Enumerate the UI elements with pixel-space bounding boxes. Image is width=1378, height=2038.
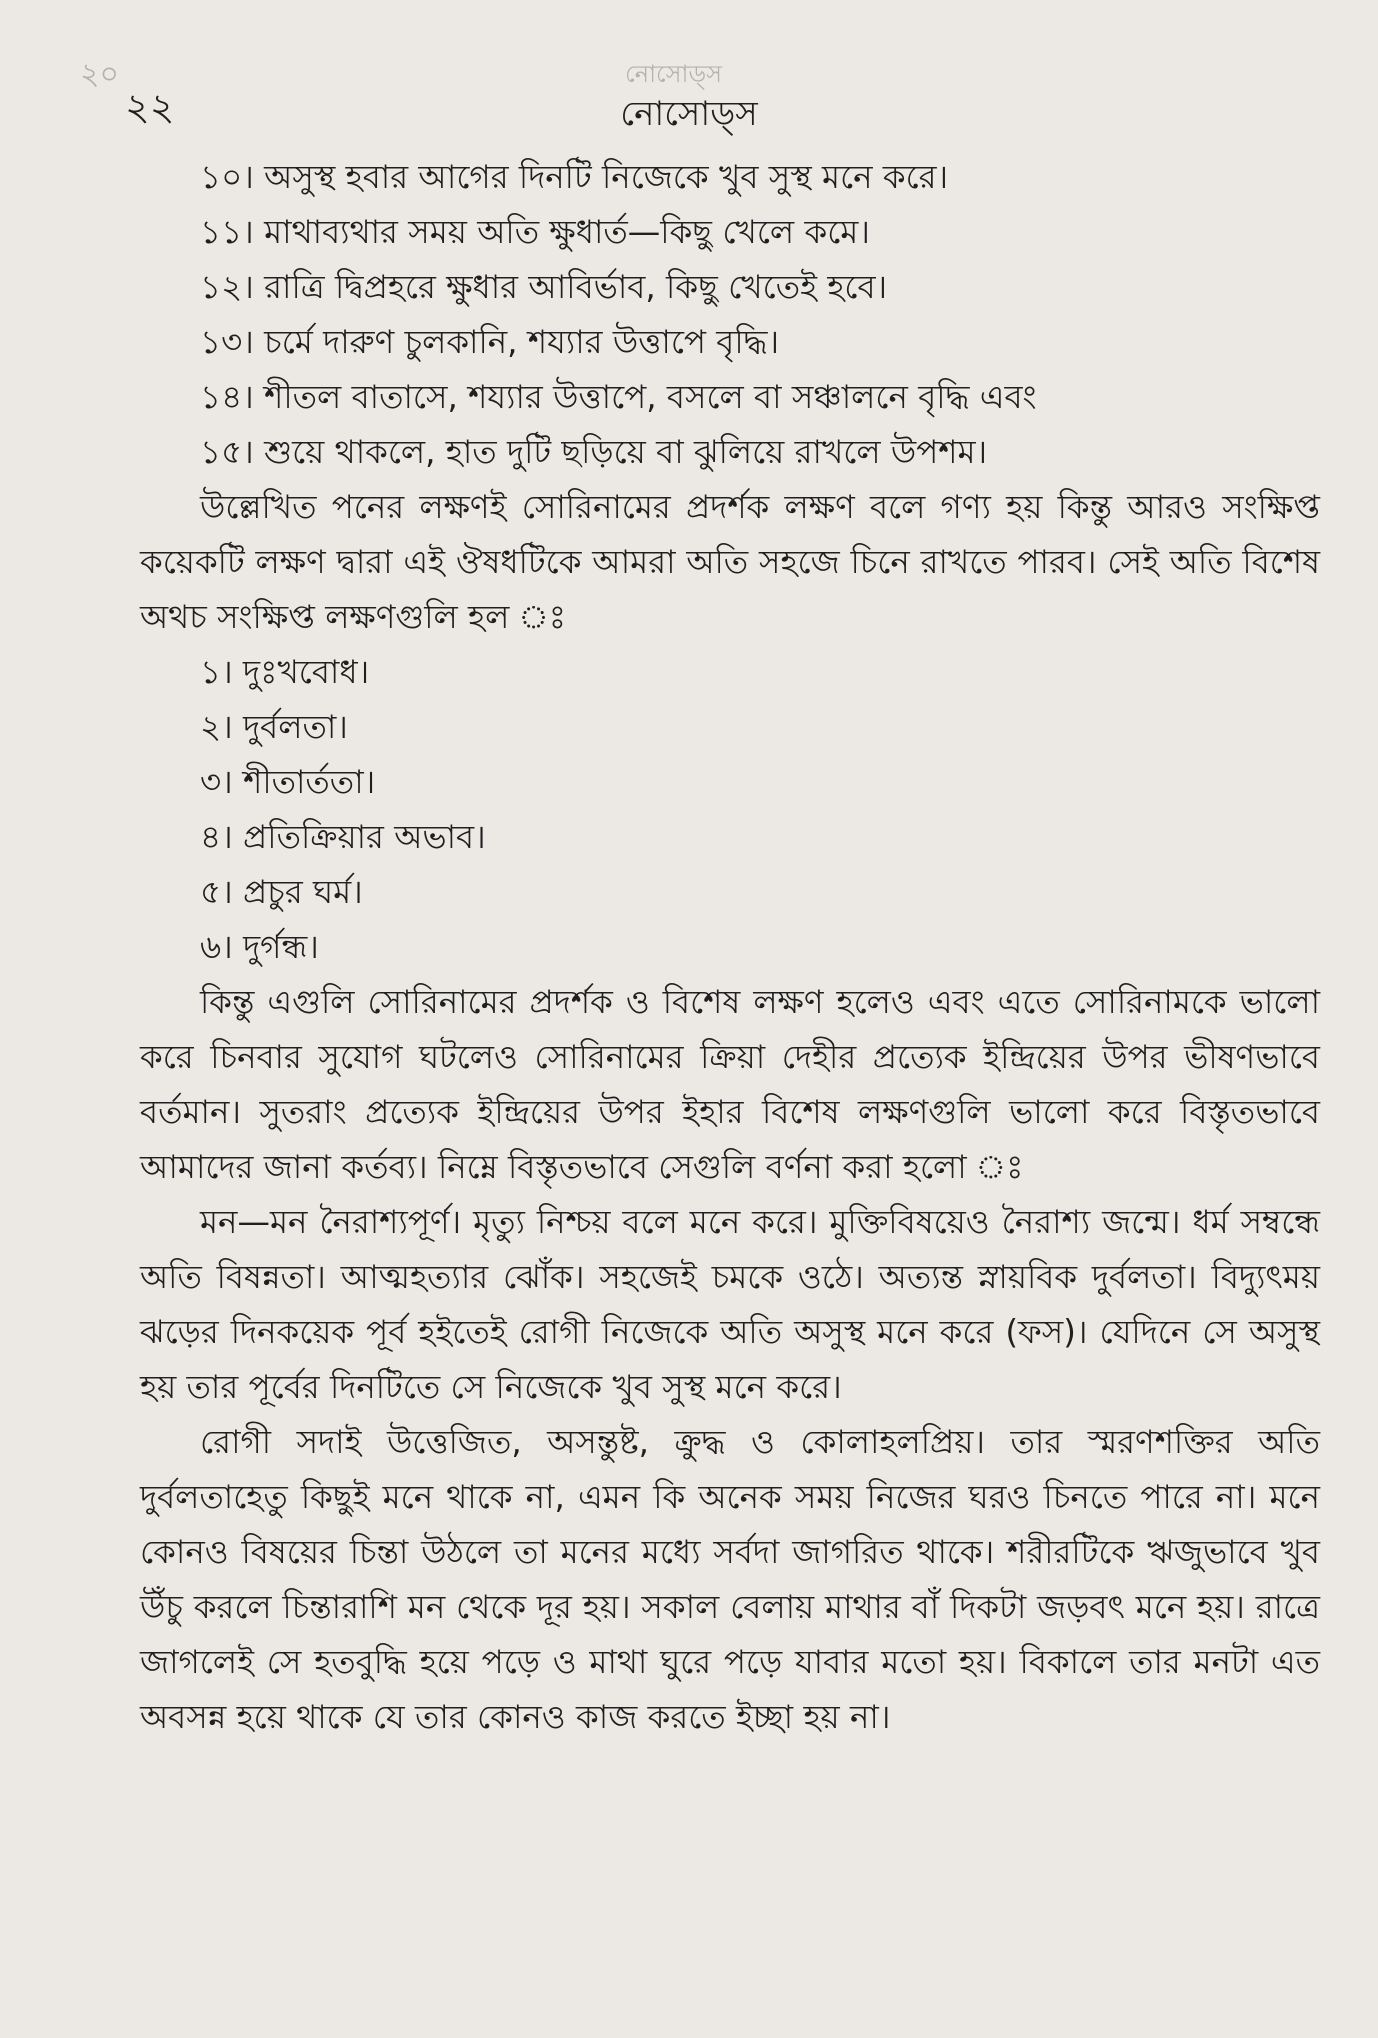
page-number: ২২: [125, 85, 175, 129]
running-title: নোসোড্স: [620, 94, 758, 134]
patient-paragraph: রোগী সদাই উত্তেজিত, অসন্তুষ্ট, ক্রুদ্ধ ও কোলাহলপ্রিয়। তার স্মরণশক্তির অতি দুর্বলতাহেতু কিছুই মনে থাকে না, এমন কি অনেক সময় নিজের ঘরও চিনতে পারে না। মনে কোনও বিষয়ের চিন্তা উঠলে তা মনের মধ্যে সর্বদা জাগরিত থাকে। শরীরটিকে ঋজুভাবে খুব উঁচু করলে চিন্তারাশি মন থেকে দূর হয়। সকাল বেলায় মাথার বাঁ দিকটা জড়বৎ মনে হয়। রাত্রে জাগলেই সে হতবুদ্ধি হয়ে পড়ে ও মাথা ঘুরে পড়ে যাবার মতো হয়। বিকালে তার মনটা এত অবসন্ন হয়ে থাকে যে তার কোনও কাজ করতে ইচ্ছা হয় না।: [140, 1423, 1320, 1736]
short-symptom-list: [140, 645, 1320, 975]
show-through-running-title: নোসোড্স: [625, 60, 722, 88]
list-item: ৪। প্রতিক্রিয়ার অভাব।: [200, 818, 486, 856]
intro-paragraph: উল্লেখিত পনের লক্ষণই সোরিনামের প্রদর্শক লক্ষণ বলে গণ্য হয় কিন্তু আরও সংক্ষিপ্ত কয়েকটি লক্ষণ দ্বারা এই ঔষধটিকে আমরা অতি সহজে চিনে রাখতে পারব। সেই অতি বিশেষ অথচ সংক্ষিপ্ত লক্ষণগুলি হল ঃ: [140, 488, 1320, 636]
list-item: ১। দুঃখবোধ।: [200, 653, 370, 691]
list-item: ২। দুর্বলতা।: [200, 708, 348, 746]
list-item: ১৪। শীতল বাতাসে, শয্যার উত্তাপে, বসলে বা সঞ্চালনে বৃদ্ধি এবং: [200, 378, 1037, 416]
list-item: ১২। রাত্রি দ্বিপ্রহরে ক্ষুধার আবির্ভাব, কিছু খেতেই হবে।: [200, 268, 888, 306]
list-item: ১৩। চর্মে দারুণ চুলকানি, শয্যার উত্তাপে বৃদ্ধি।: [200, 323, 780, 361]
list-item: ৩। শীতার্ততা।: [200, 763, 376, 801]
page-body: [140, 150, 1320, 1745]
list-item: ১৫। শুয়ে থাকলে, হাত দুটি ছড়িয়ে বা ঝুলিয়ে রাখলে উপশম।: [200, 433, 988, 471]
list-item: ১১। মাথাব্যথার সময় অতি ক্ষুধার্ত—কিছু খেলে কমে।: [200, 213, 870, 251]
numbered-symptom-list: [140, 150, 1320, 480]
mind-paragraph: মন—মন নৈরাশ্যপূর্ণ। মৃত্যু নিশ্চয় বলে মনে করে। মুক্তিবিষয়েও নৈরাশ্য জন্মে। ধর্ম সম্বন্ধে অতি বিষন্নতা। আত্মহত্যার ঝোঁক। সহজেই চমকে ওঠে। অত্যন্ত স্নায়বিক দুর্বলতা। বিদ্যুৎময় ঝড়ের দিনকয়েক পূর্ব হইতেই রোগী নিজেকে অতি অসুস্থ মনে করে (ফস)। যেদিনে সে অসুস্থ হয় তার পূর্বের দিনটিতে সে নিজেকে খুব সুস্থ মনে করে।: [140, 1203, 1320, 1406]
show-through-page-number: ২০: [80, 57, 120, 92]
list-item: ১০। অসুস্থ হবার আগের দিনটি নিজেকে খুব সুস্থ মনে করে।: [200, 158, 949, 196]
list-item: ৬। দুর্গন্ধ।: [200, 928, 319, 966]
list-item: ৫। প্রচুর ঘর্ম।: [200, 873, 363, 911]
organs-paragraph: কিন্তু এগুলি সোরিনামের প্রদর্শক ও বিশেষ লক্ষণ হলেও এবং এতে সোরিনামকে ভালো করে চিনবার সুযোগ ঘটলেও সোরিনামের ক্রিয়া দেহীর প্রত্যেক ইন্দ্রিয়ের উপর ভীষণভাবে বর্তমান। সুতরাং প্রত্যেক ইন্দ্রিয়ের উপর ইহার বিশেষ লক্ষণগুলি ভালো করে বিস্তৃতভাবে আমাদের জানা কর্তব্য। নিম্নে বিস্তৃতভাবে সেগুলি বর্ণনা করা হলো ঃ: [140, 983, 1320, 1186]
